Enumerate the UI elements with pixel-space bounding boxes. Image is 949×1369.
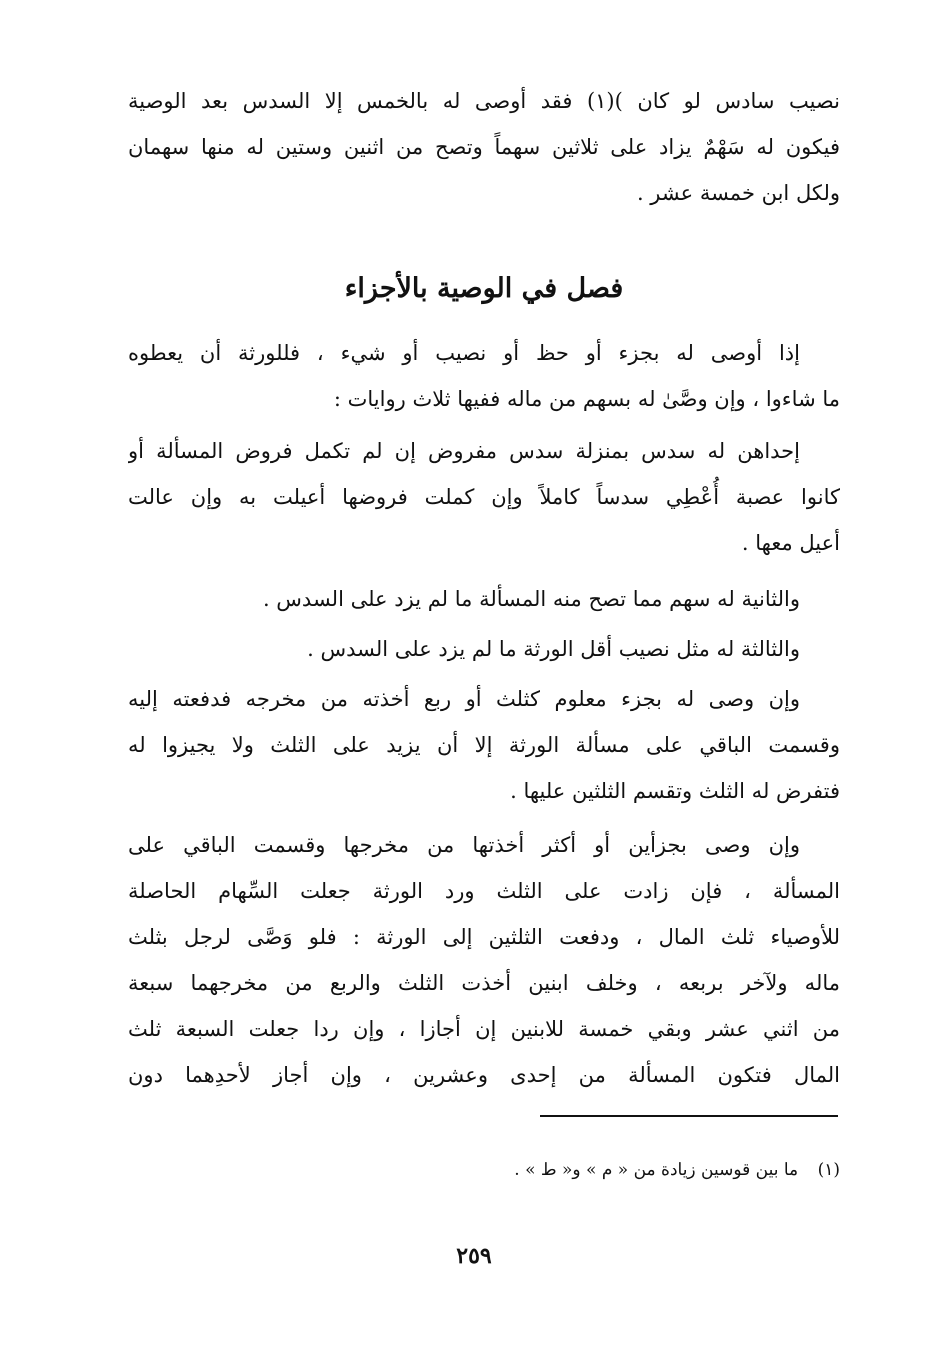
text-line: وإن وصى له بجزء معلوم كثلث أو ربع أخذته من مخرجه فدفعته إليه xyxy=(128,687,800,711)
text-line: ماله ولآخر بربعه ، وخلف ابنين أخذت الثلث والربع من مخرجهما سبعة xyxy=(128,971,840,995)
text-line: للأوصياء ثلث المال ، ودفعت الثلثين إلى الورثة : فلو وَصَّى لرجل بثلث xyxy=(128,925,840,949)
text-line: إذا أوصى له بجزء أو حظ أو نصيب أو شيء ، فللورثة أن يعطوه xyxy=(128,341,800,365)
text-line: وإن وصى بجزأين أو أكثر أخذتها من مخرجها وقسمت الباقي على xyxy=(128,833,800,857)
footnote xyxy=(128,1152,840,1188)
text-line: والثانية له سهم مما تصح منه المسألة ما لم يزد على السدس . xyxy=(262,587,800,611)
footnote-marker: (١) xyxy=(817,1160,840,1180)
text-line: والثالثة له مثل نصيب أقل الورثة ما لم يزد على السدس . xyxy=(307,637,800,661)
text-line: نصيب سادس لو كان )(١) فقد أوصى له بالخمس إلا السدس بعد الوصية xyxy=(128,89,840,113)
section-title: فصل في الوصية بالأجزاء xyxy=(344,273,624,304)
footnote-text: ما بين قوسين زيادة من « م » و« ط » . xyxy=(514,1160,799,1180)
text-line: المسألة ، فإن زادت على الثلث ورد الورثة جعلت السِّهام الحاصلة xyxy=(128,879,840,903)
text-line: المال فتكون المسألة من إحدى وعشرين ، وإن أجاز لأحدِهما دون xyxy=(128,1063,840,1087)
text-line: ولكل ابن خمسة عشر . xyxy=(636,181,840,205)
text-line: إحداهن له سدس بمنزلة سدس مفروض إن لم تكمل فروض المسألة أو xyxy=(128,439,800,463)
paragraph-6 xyxy=(128,822,840,1098)
text-line: أعيل معها . xyxy=(741,531,840,555)
page-number: ٢٥٩ xyxy=(456,1243,492,1269)
paragraph-1 xyxy=(128,330,840,422)
text-line: وقسمت الباقي على مسألة الورثة إلا أن يزيد على الثلث ولا يجيزوا له xyxy=(128,733,840,757)
paragraph-3 xyxy=(128,576,840,622)
paragraph-5 xyxy=(128,676,840,814)
text-line: كانوا عصبة أُعْطِي سدساً كاملاً وإن كملت فروضها أعيلت به وإن عالت xyxy=(128,485,840,509)
text-line: من اثني عشر وبقي خمسة للابنين إن أجازا ، وإن ردا جعلت السبعة ثلث xyxy=(128,1017,840,1041)
text-line: ما شاءوا ، وإن وصَّىٰ له بسهم من ماله ففيها ثلاث روايات : xyxy=(333,387,840,411)
paragraph-2 xyxy=(128,428,840,566)
text-line: فتفرض له الثلث وتقسم الثلثين عليها . xyxy=(510,779,840,803)
footnote-divider xyxy=(540,1115,838,1117)
text-line: فيكون له سَهْمٌ يزاد على ثلاثين سهماً وتصح من اثنين وستين له منها سهمان xyxy=(128,135,840,159)
paragraph-4 xyxy=(128,626,840,672)
intro-block xyxy=(128,78,840,216)
